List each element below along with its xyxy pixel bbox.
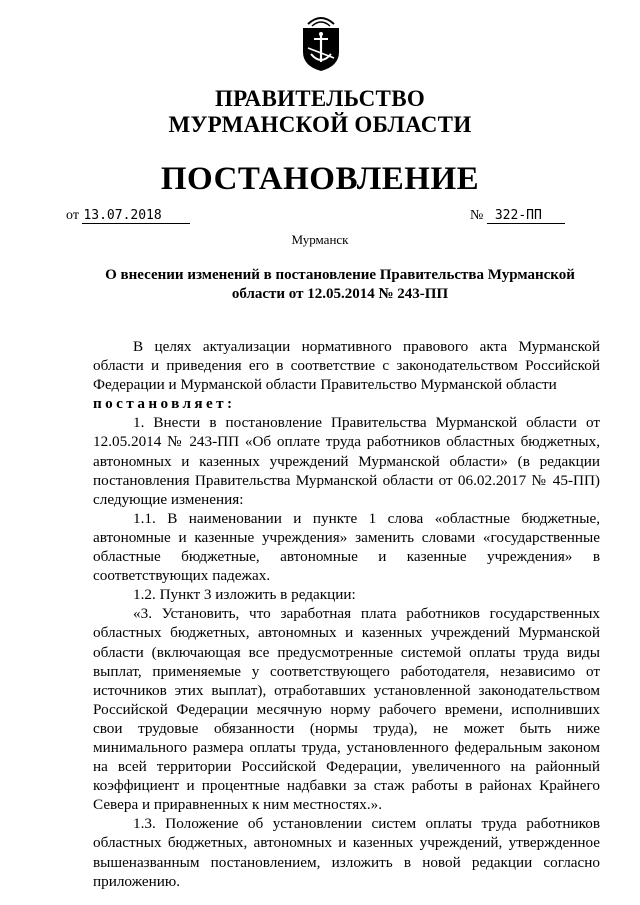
- government-title: [0, 86, 640, 138]
- item-1-2-text: «3. Установить, что заработная плата работников государственных областных бюджетных, автономных и казенных учреждений Мурманской области (включающая все предусмотренные системой оплаты труда виды выплат, применяемые у соответствующего работодателя, независимо от источников этих выплат), отработавших установленной законодательством Российской Федерации месячную норму рабочего времени, исполнивших свои трудовые обязанности (нормы труда), не может быть ниже минимального размера оплаты труда, установленного федеральным законом на всей территории Российской Федерации, увеличенного на районный коэффициент и процентные надбавки за стаж работы в районах Крайнего Севера и приравненных к ним местностях.».: [93, 605, 600, 814]
- document-body: [93, 337, 600, 891]
- government-title-line2: МУРМАНСКОЙ ОБЛАСТИ: [168, 112, 472, 137]
- decree-word-text: постановляет:: [93, 395, 236, 413]
- document-subject: [90, 266, 590, 304]
- government-title-line1: ПРАВИТЕЛЬСТВО: [214, 86, 426, 111]
- subject-line2: области от 12.05.2014 № 243-ПП: [231, 286, 449, 302]
- intro-paragraph: В целях актуализации нормативного правового акта Мурманской области и приведения его в соответствие с законодательством Российской Федерации и Мурманской области Правительство Мурманской области: [93, 338, 600, 394]
- subject-line1: О внесении изменений в постановление Правительства Мурманской: [105, 267, 575, 283]
- document-type: ПОСТАНОВЛЕНИЕ: [160, 161, 480, 197]
- document-date: [66, 208, 190, 224]
- date-value: 13.07.2018: [82, 208, 190, 224]
- decree-word: [93, 394, 600, 413]
- date-prefix: от: [66, 208, 79, 223]
- item-1: 1. Внести в постановление Правительства Мурманской области от 12.05.2014 № 243-ПП «Об оплате труда работников областных бюджетных, автономных и казенных учреждений Мурманской области» (в редакции постановления Правительства Мурманской области от 06.02.2017 № 45-ПП) следующие изменения:: [93, 414, 600, 508]
- item-1-3: 1.3. Положение об установлении систем оплаты труда работников областных бюджетных, автономных и казенных учреждений, утвержденное вышеназванным постановлением, изложить в новой редакции согласно приложению.: [93, 815, 600, 890]
- number-value: 322-ПП: [487, 208, 565, 224]
- murmansk-coat-of-arms-icon: [298, 14, 344, 72]
- document-number: [470, 208, 565, 224]
- item-1-1: 1.1. В наименовании и пункте 1 слова «областные бюджетные, автономные и казенные учреждения» заменить словами «государственные областные бюджетные, автономные и казенные учреждения» в соответствующих падежах.: [93, 509, 600, 585]
- item-1-2: 1.2. Пункт 3 изложить в редакции:: [133, 586, 356, 604]
- number-prefix: №: [470, 208, 484, 223]
- city: Мурманск: [291, 232, 349, 247]
